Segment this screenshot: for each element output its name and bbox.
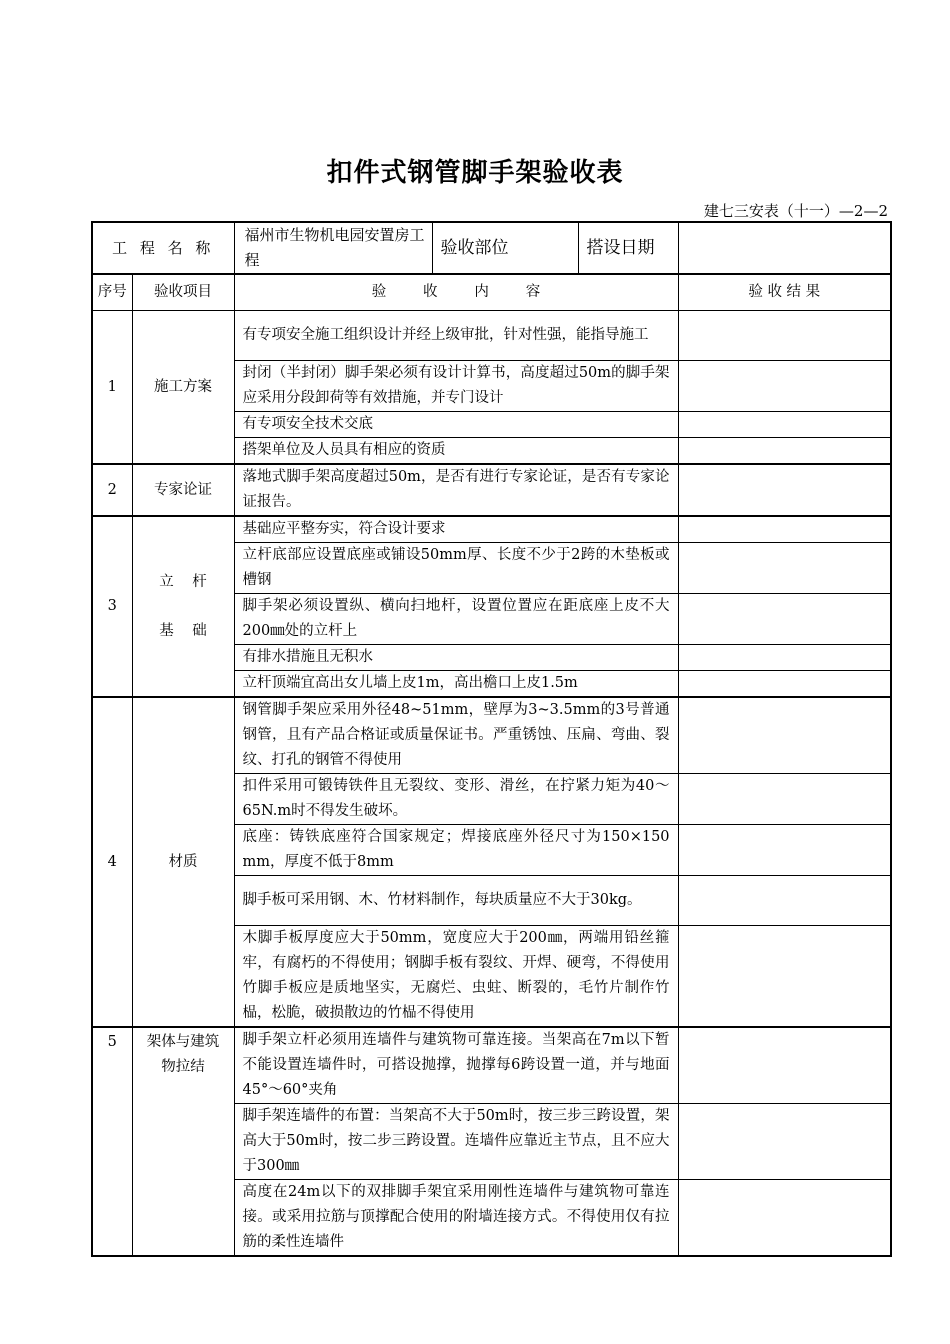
- result-cell[interactable]: [678, 876, 891, 926]
- result-cell[interactable]: [678, 825, 891, 876]
- erection-date-value[interactable]: [678, 222, 891, 274]
- section-1-row-4: 搭架单位及人员具有相应的资质: [234, 438, 678, 465]
- section-3-num: 3: [92, 516, 132, 697]
- section-5-row-1: 脚手架立杆必须用连墙件与建筑物可靠连接。当架高在7m以下暂不能设置连墙件时，可搭设抛撑，抛撑每6跨设置一道，并与地面45°～60°夹角: [234, 1027, 678, 1104]
- section-4-num: 4: [92, 697, 132, 1027]
- result-cell[interactable]: [678, 464, 891, 516]
- col-content-header: 验 收 内 容: [234, 274, 678, 311]
- section-3-row-5: 立杆顶端宜高出女儿墙上皮1m，高出檐口上皮1.5m: [234, 671, 678, 698]
- section-3-row-2: 立杆底部应设置底座或铺设50mm厚、长度不少于2跨的木垫板或槽钢: [234, 543, 678, 594]
- section-1-row-3: 有专项安全技术交底: [234, 412, 678, 438]
- section-1-num: 1: [92, 311, 132, 465]
- section-5-num: 5: [92, 1027, 132, 1256]
- result-cell[interactable]: [678, 1027, 891, 1104]
- section-5-item: [132, 1027, 234, 1256]
- col-num-header: 序号: [92, 274, 132, 311]
- section-4-row-4: 脚手板可采用钢、木、竹材料制作，每块质量应不大于30kg。: [234, 876, 678, 926]
- section-5-row-3: 高度在24m以下的双排脚手架宜采用刚性连墙件与建筑物可靠连接。或采用拉筋与顶撑配合使用的附墙连接方式。不得使用仅有拉筋的柔性连墙件: [234, 1180, 678, 1257]
- result-cell[interactable]: [678, 1104, 891, 1180]
- result-cell[interactable]: [678, 594, 891, 645]
- result-cell[interactable]: [678, 412, 891, 438]
- section-5-row-2: 脚手架连墙件的布置：当架高不大于50m时，按三步三跨设置，架高大于50m时，按二步三跨设置。连墙件应靠近主节点，且不应大于300㎜: [234, 1104, 678, 1180]
- section-1-row-2: 封闭（半封闭）脚手架必须有设计计算书，高度超过50m的脚手架应采用分段卸荷等有效措施，并专门设计: [234, 361, 678, 412]
- page-title: 扣件式钢管脚手架验收表: [326, 158, 624, 188]
- section-3-item-line-1: 立 杆: [159, 573, 207, 590]
- section-2-row-1: 落地式脚手架高度超过50m，是否有进行专家论证，是否有专家论证报告。: [234, 464, 678, 516]
- result-cell[interactable]: [678, 926, 891, 1028]
- acceptance-table: [91, 221, 892, 1257]
- erection-date-label: 搭设日期: [578, 222, 678, 274]
- project-name-label: 工 程 名 称: [92, 222, 234, 274]
- acceptance-part-label: 验收部位: [432, 222, 578, 274]
- project-name-value: 福州市生物机电园安置房工程: [234, 222, 432, 274]
- section-1-item: 施工方案: [132, 311, 234, 465]
- section-4-row-5: 木脚手板厚度应大于50mm，宽度应大于200㎜，两端用铅丝箍牢，有腐朽的不得使用；钢脚手板有裂纹、开焊、硬弯，不得使用竹脚手板应是质地坚实，无腐烂、虫蛀、断裂的，毛竹片制作竹榀，松脆，破损散边的竹榀不得使用: [234, 926, 678, 1028]
- section-4-item: 材质: [132, 697, 234, 1027]
- result-cell[interactable]: [678, 774, 891, 825]
- section-4-row-2: 扣件采用可锻铸铁件且无裂纹、变形、滑丝，在拧紧力矩为40～65N.m时不得发生破坏。: [234, 774, 678, 825]
- section-5-item-line-1: 架体与建筑: [146, 1034, 220, 1050]
- section-3-row-1: 基础应平整夯实，符合设计要求: [234, 516, 678, 543]
- col-result-header: 验 收 结 果: [678, 274, 891, 311]
- section-4-row-1: 钢管脚手架应采用外径48~51mm，壁厚为3~3.5mm的3号普通钢管，且有产品合格证或质量保证书。严重锈蚀、压扁、弯曲、裂纹、打孔的钢管不得使用: [234, 697, 678, 774]
- result-cell[interactable]: [678, 1180, 891, 1257]
- result-cell[interactable]: [678, 361, 891, 412]
- section-5-item-line-2: 物拉结: [161, 1059, 205, 1075]
- section-1-row-1: 有专项安全施工组织设计并经上级审批，针对性强，能指导施工: [234, 311, 678, 361]
- result-cell[interactable]: [678, 645, 891, 671]
- col-item-header: 验收项目: [132, 274, 234, 311]
- section-3-row-4: 有排水措施且无积水: [234, 645, 678, 671]
- section-3-item: [132, 516, 234, 697]
- result-cell[interactable]: [678, 543, 891, 594]
- result-cell[interactable]: [678, 311, 891, 361]
- form-code: 建七三安表（十一）—2—2: [703, 202, 888, 220]
- result-cell[interactable]: [678, 516, 891, 543]
- result-cell[interactable]: [678, 438, 891, 465]
- result-cell[interactable]: [678, 671, 891, 698]
- section-4-row-3: 底座：铸铁底座符合国家规定；焊接底座外径尺寸为150×150 mm，厚度不低于8mm: [234, 825, 678, 876]
- section-3-row-3: 脚手架必须设置纵、横向扫地杆，设置位置应在距底座上皮不大200㎜处的立杆上: [234, 594, 678, 645]
- result-cell[interactable]: [678, 697, 891, 774]
- section-2-item: 专家论证: [132, 464, 234, 516]
- section-2-num: 2: [92, 464, 132, 516]
- section-3-item-line-2: 基 础: [159, 622, 207, 639]
